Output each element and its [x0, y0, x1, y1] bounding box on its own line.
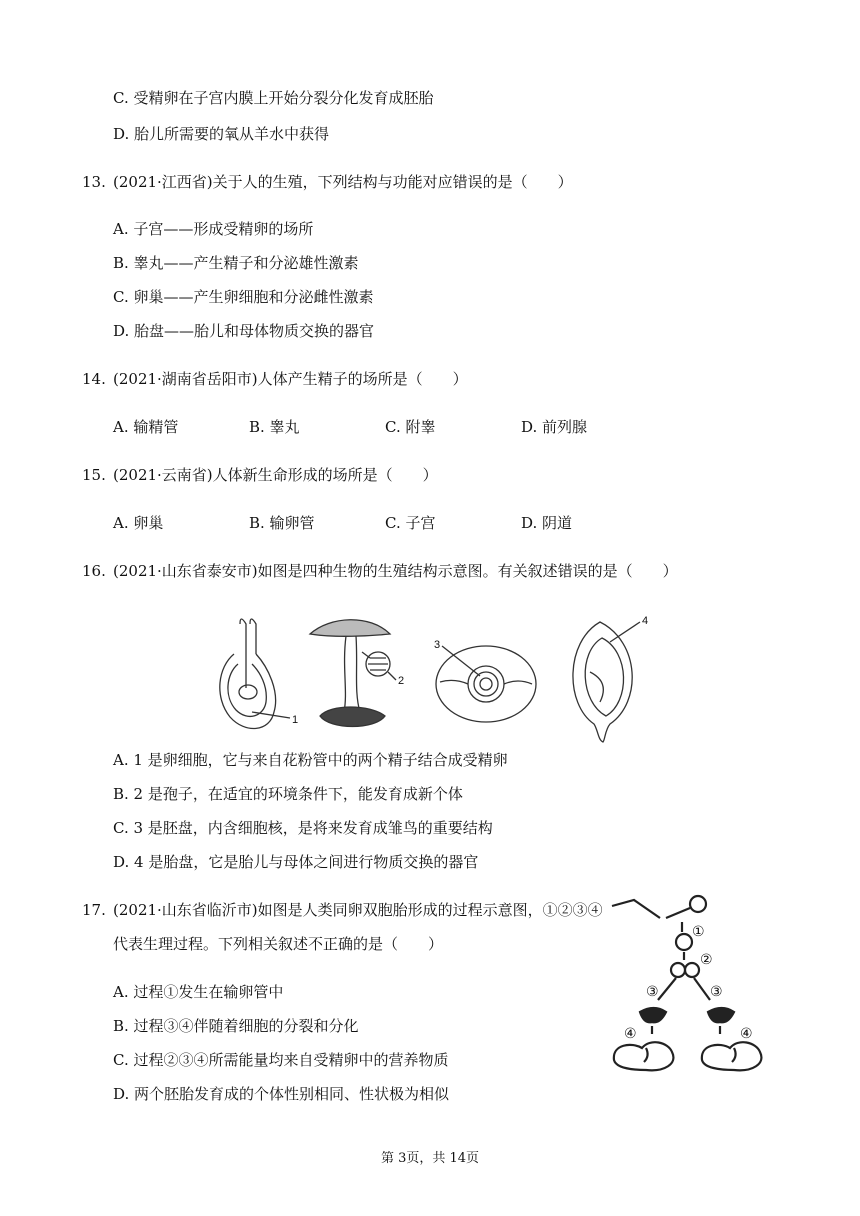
question-17-option-c: C. 过程②③④所需能量均来自受精卵中的营养物质 — [113, 1051, 449, 1069]
question-13-option-c: C. 卵巢——产生卵细胞和分泌雌性激素 — [113, 288, 374, 306]
question-15-option-b: B. 输卵管 — [249, 514, 315, 532]
reproductive-structures-figure — [210, 612, 650, 744]
question-17-option-b: B. 过程③④伴随着细胞的分裂和分化 — [113, 1017, 359, 1035]
question-17-option-a: A. 过程①发生在输卵管中 — [113, 983, 284, 1001]
question-16-option-d: D. 4 是胎盘，它是胎儿与母体之间进行物质交换的器官 — [113, 853, 479, 871]
question-13-option-b: B. 睾丸——产生精子和分泌雄性激素 — [113, 254, 359, 272]
figure-label-1: 1 — [292, 714, 299, 726]
process-label-3-right: ③ — [710, 984, 723, 1000]
figure-label-3: 3 — [434, 639, 441, 651]
ovule-drawing — [220, 619, 290, 728]
question-16-option-a: A. 1 是卵细胞，它与来自花粉管中的两个精子结合成受精卵 — [113, 751, 508, 769]
process-label-1: ① — [692, 924, 705, 940]
question-16-option-b: B. 2 是孢子，在适宜的环境条件下，能发育成新个体 — [113, 785, 463, 803]
question-16-text: (2021·山东省泰安市)如图是四种生物的生殖结构示意图。有关叙述错误的是（ ） — [113, 562, 678, 580]
question-15-text: (2021·云南省)人体新生命形成的场所是（ ） — [113, 466, 438, 484]
question-16-option-c: C. 3 是胚盘，内含细胞核，是将来发育成雏鸟的重要结构 — [113, 819, 493, 837]
question-14-option-d: D. 前列腺 — [521, 418, 588, 436]
question-15-option-a: A. 卵巢 — [113, 514, 164, 532]
question-13-option-a: A. 子宫——形成受精卵的场所 — [113, 220, 314, 238]
question-17-number: 17. — [82, 901, 106, 919]
question-17-option-d: D. 两个胚胎发育成的个体性别相同、性状极为相似 — [113, 1085, 450, 1103]
question-13-option-d: D. 胎盘——胎儿和母体物质交换的器官 — [113, 322, 375, 340]
option-c-prev: C. 受精卵在子宫内膜上开始分裂分化发育成胚胎 — [113, 89, 434, 107]
process-label-2: ② — [700, 952, 713, 968]
question-14-option-b: B. 睾丸 — [249, 418, 300, 436]
process-label-4-right: ④ — [740, 1026, 753, 1042]
twins-formation-figure — [606, 892, 782, 1074]
page-footer — [0, 1147, 860, 1166]
question-15-option-c: C. 子宫 — [385, 514, 436, 532]
question-15-option-d: D. 阴道 — [521, 514, 573, 532]
question-14-option-a: A. 输精管 — [113, 418, 179, 436]
question-15-number: 15. — [82, 466, 106, 484]
question-14-number: 14. — [82, 370, 106, 388]
mushroom-drawing — [310, 620, 396, 727]
uterus-drawing — [573, 622, 640, 742]
process-label-3-left: ③ — [646, 984, 659, 1000]
question-14-text: (2021·湖南省岳阳市)人体产生精子的场所是（ ） — [113, 370, 468, 388]
option-d-prev: D. 胎儿所需要的氧从羊水中获得 — [113, 125, 330, 143]
process-label-4-left: ④ — [624, 1026, 637, 1042]
question-16-number: 16. — [82, 562, 106, 580]
question-13-text: (2021·江西省)关于人的生殖，下列结构与功能对应错误的是（ ） — [113, 173, 573, 191]
egg-drawing — [436, 646, 536, 722]
page-number: 第 3页，共 14页 — [380, 1151, 480, 1166]
question-17-text-line2: 代表生理过程。下列相关叙述不正确的是（ ） — [113, 935, 444, 953]
figure-label-4: 4 — [642, 615, 649, 627]
figure-label-2: 2 — [398, 675, 405, 687]
question-14-option-c: C. 附睾 — [385, 418, 436, 436]
question-13-number: 13. — [82, 173, 106, 191]
question-17-text-line1: (2021·山东省临沂市)如图是人类同卵双胞胎形成的过程示意图，①②③④ — [113, 901, 603, 919]
